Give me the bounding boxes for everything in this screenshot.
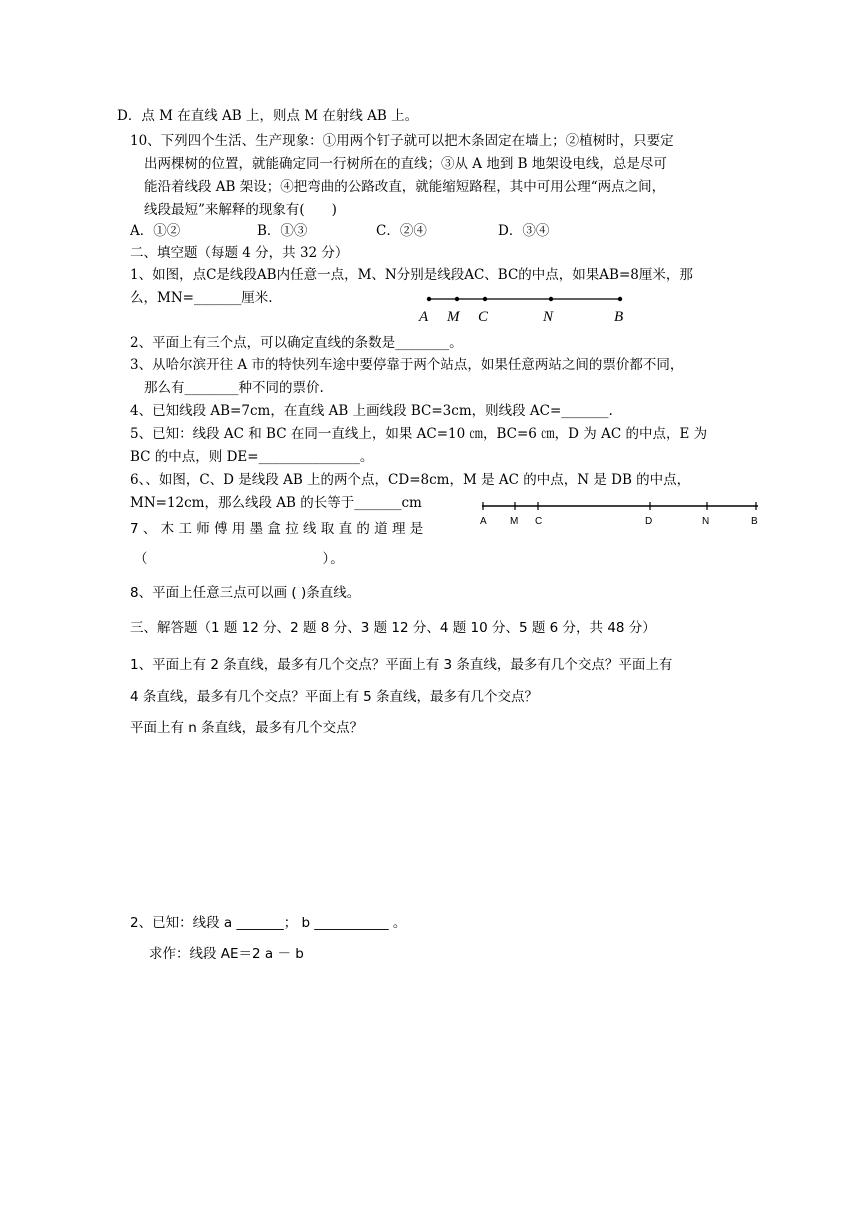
label-m: M	[447, 309, 460, 325]
point-n	[549, 297, 553, 301]
fill-q1-line-2: 么，MN=_______厘米.	[130, 290, 273, 306]
fill-q5-line-2: BC 的中点，则 DE=_______________。	[130, 449, 374, 465]
solve-q1-line-2: 4 条直线，最多有几个交点？平面上有 5 条直线，最多有几个交点？	[130, 689, 539, 705]
option-a: A．①②	[130, 223, 181, 239]
fill-q3-line-1: 3、从哈尔滨开往 A 市的特快列车途中要停靠于两个站点，如果任意两站之间的票价都不同，	[130, 357, 684, 373]
section-2-heading: 二、填空题（每题 4 分，共 32 分）	[130, 245, 349, 261]
solve-q2-line-2: 求作：线段 AE＝2 a － b	[149, 946, 304, 962]
label-a: A	[480, 516, 487, 527]
label-m: M	[510, 516, 519, 527]
fill-q7-line-1: 7 、 木 工 师 傅 用 墨 盒 拉 线 取 直 的 道 理 是	[130, 521, 424, 537]
fill-q6-line-1: 6、、如图，C、D 是线段 AB 上的两个点，CD=8cm，M 是 AC 的中点，N 是 DB 的中点，	[130, 472, 691, 488]
option-d: D．③④	[498, 223, 550, 239]
point-a	[427, 297, 431, 301]
option-c: C．②④	[376, 223, 427, 239]
fill-q6-line-2: MN=12cm，那么线段 AB 的长等于_______cm	[130, 495, 422, 511]
label-c: C	[535, 516, 543, 527]
option-b: B．①③	[257, 223, 308, 239]
solve-q2-line-1: 2、已知：线段 a _______； b ___________ 。	[130, 915, 407, 931]
label-b: B	[614, 309, 624, 325]
label-a: A	[419, 309, 429, 325]
point-m	[455, 297, 459, 301]
fill-q5-line-1: 5、已知：线段 AC 和 BC 在同一直线上，如果 AC=10 ㎝，BC=6 ㎝，D 为 AC 的中点，E 为	[130, 426, 708, 442]
fill-q8: 8、平面上任意三点可以画 ( )条直线。	[130, 585, 361, 601]
label-c: C	[478, 309, 489, 325]
question-10-line-1: 10、下列四个生活、生产现象：①用两个钉子就可以把木条固定在墙上；②植树时，只要定	[130, 133, 674, 149]
label-d: D	[645, 516, 653, 527]
fill-q7-line-2: （ ）。	[134, 551, 345, 567]
fill-q1-line-1: 1、如图，点C是线段AB内任意一点，M、N分别是线段AC、BC的中点，如果AB=8厘米，那	[130, 267, 693, 283]
solve-q1-line-1: 1、平面上有 2 条直线，最多有几个交点？平面上有 3 条直线，最多有几个交点？平面上有	[130, 657, 673, 673]
section-3-heading: 三、解答题（1 题 12 分、2 题 8 分、3 题 12 分、4 题 10 分、5 题 6 分，共 48 分）	[130, 620, 656, 636]
solve-q1-line-3: 平面上有 n 条直线，最多有几个交点？	[130, 720, 364, 736]
fill-q3-line-2: 那么有________种不同的票价.	[144, 380, 324, 396]
question-10-line-2: 出两棵树的位置，就能确定同一行树所在的直线；③从 A 地到 B 地架设电线，总是尽可	[144, 156, 667, 172]
question-10-line-3: 能沿着线段 AB 架设；④把弯曲的公路改直，就能缩短路程，其中可用公理“两点之间，	[144, 179, 666, 195]
question-10-line-4: 线段最短”来解释的现象有( )	[144, 202, 337, 218]
point-b	[618, 297, 622, 301]
question-9-option-d: D．点 M 在直线 AB 上，则点 M 在射线 AB 上。	[117, 108, 419, 124]
fill-q2: 2、平面上有三个点，可以确定直线的条数是________。	[130, 335, 463, 351]
fill-q4: 4、已知线段 AB=7cm，在直线 AB 上画线段 BC=3cm，则线段 AC=_______.	[130, 403, 613, 419]
label-n: N	[543, 309, 554, 325]
segment-figure-amcdnb	[478, 500, 764, 530]
point-c	[483, 297, 487, 301]
label-n: N	[702, 516, 710, 527]
segment-figure-amcnb	[416, 290, 636, 326]
label-b: B	[751, 516, 758, 527]
